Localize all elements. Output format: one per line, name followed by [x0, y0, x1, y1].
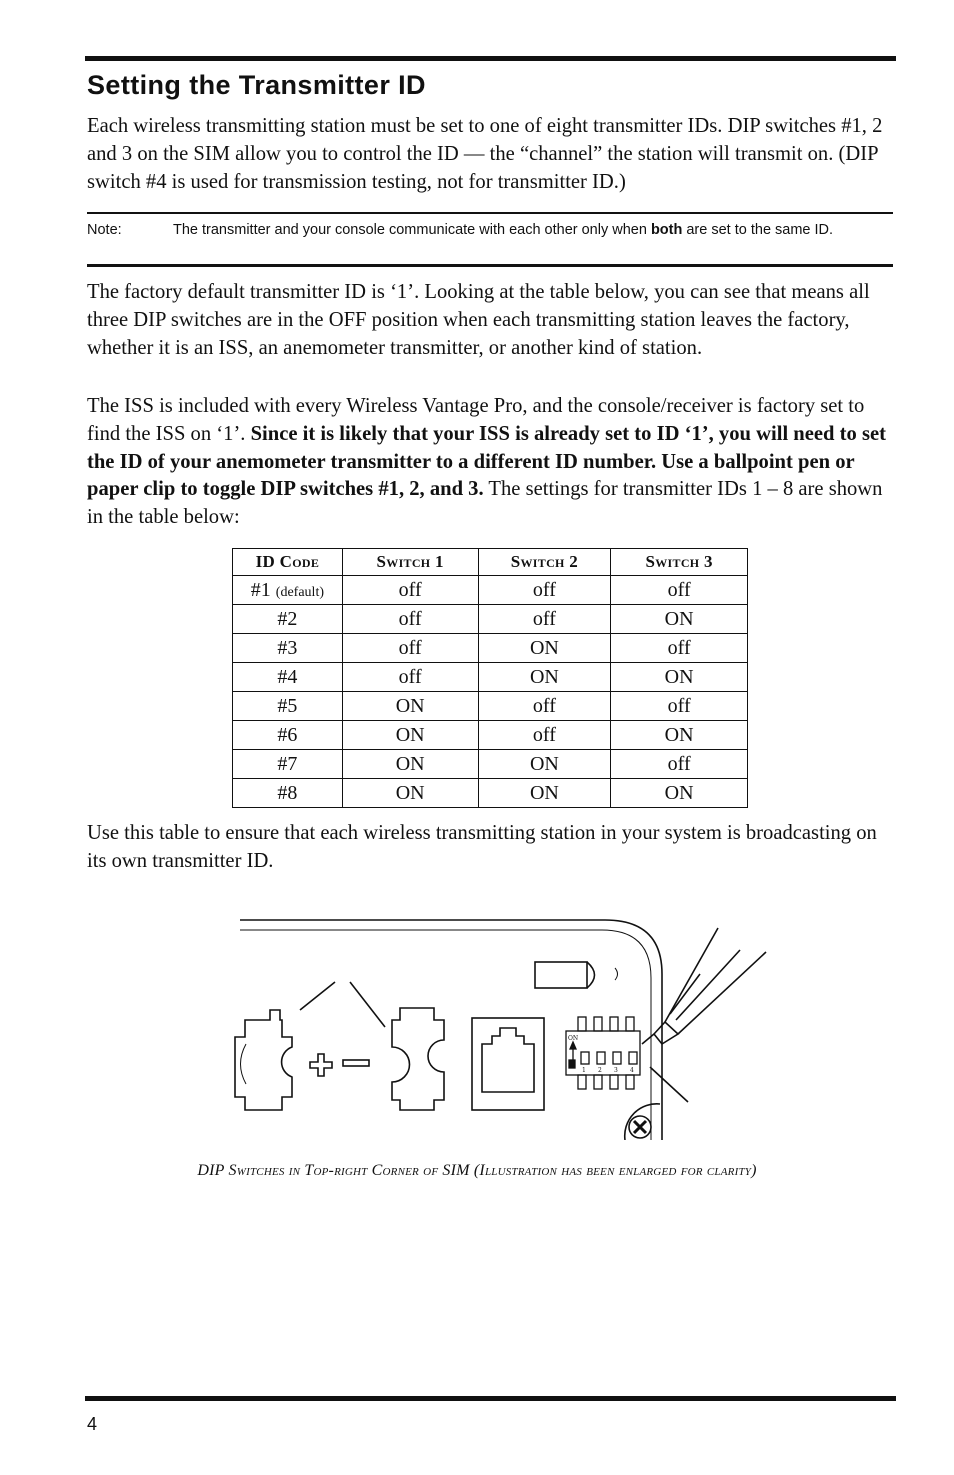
figure-caption: DIP Switches in Top-right Corner of SIM (Illustration has been enlarged for clarity) [197, 1162, 757, 1179]
bottom-rule [85, 1396, 896, 1401]
page-number: 4 [87, 1414, 98, 1434]
id-cell: #8 [233, 779, 343, 808]
switch-cell: off [342, 576, 478, 605]
rj-socket [482, 1028, 534, 1092]
id-cell: #1 (default) [233, 576, 343, 605]
id-cell: #7 [233, 750, 343, 779]
switch-cell: ON [478, 663, 611, 692]
note-label: Note: [87, 222, 122, 238]
switch-cell: ON [478, 750, 611, 779]
dip-number: 3 [614, 1067, 618, 1074]
table-row [233, 576, 748, 605]
page-title: Setting the Transmitter ID [87, 70, 426, 100]
clip-detail [241, 1044, 247, 1084]
screw-icon [629, 1116, 651, 1138]
default-note: (default) [275, 584, 324, 600]
leader-line [650, 1067, 688, 1102]
header-switch-1: Switch 1 [342, 549, 478, 576]
switch-cell: off [478, 692, 611, 721]
leader-line [350, 982, 385, 1027]
table-row [233, 663, 748, 692]
default-id-paragraph: The factory default transmitter ID is ‘1’. Looking at the table below, you can see that means all three DIP switches are in the OFF position when each transmitting station leaves the factory, whether it is an ISS, an anemometer transmitter, or another kind of station. [87, 281, 870, 359]
dip-on-label: ON [568, 1035, 579, 1042]
note-box [87, 212, 893, 267]
battery-clip-left [235, 1010, 292, 1110]
switch-cell: off [342, 605, 478, 634]
dip-number: 2 [598, 1067, 602, 1074]
switch-cell: off [478, 605, 611, 634]
note-bold: both [650, 222, 683, 238]
id-cell: #3 [233, 634, 343, 663]
id-cell: #6 [233, 721, 343, 750]
leader-line [300, 982, 335, 1010]
switch-cell: ON [342, 779, 478, 808]
plus-icon [310, 1054, 332, 1076]
sim-dip-switch-illustration [210, 912, 770, 1140]
board-mark [615, 968, 618, 980]
board-inner-outline [240, 930, 651, 1140]
switch-cell: off [611, 750, 748, 779]
header-switch-3: Switch 3 [611, 549, 748, 576]
id-cell: #5 [233, 692, 343, 721]
minus-icon [343, 1060, 369, 1066]
switch-cell: ON [478, 779, 611, 808]
switch-cell: off [611, 634, 748, 663]
dip-switch-icon [566, 1017, 640, 1089]
header-id-code: ID Code [233, 549, 343, 576]
switch-cell: off [478, 721, 611, 750]
board-outline [240, 920, 662, 1140]
switch-cell: ON [611, 605, 748, 634]
note-text: The transmitter and your console communicate with each other only when both are set to the same ID. [173, 222, 834, 238]
switch-cell: ON [342, 721, 478, 750]
transmitter-id-table [232, 548, 748, 808]
iss-paragraph: The ISS is included with every Wireless Vantage Pro, and the console/receiver is factory set to find the ISS on ‘1’. Since it is likely that your ISS is already set to ID ‘1’, you will need to set the ID of your anemometer transmitter to a different ID number. Use a ballpoint pen or paper clip to toggle DIP switches #1, 2, and 3. The settings for transmitter IDs 1 – 8 are shown in the table below: [87, 395, 886, 529]
intro-paragraph: Each wireless transmitting station must be set to one of eight transmitter IDs. DIP switches #1, 2 and 3 on the SIM allow you to control the ID — the “channel” the station will transmit on. (DIP switch #4 is used for transmission testing, not for transmitter ID.) [87, 115, 883, 193]
switch-cell: ON [342, 750, 478, 779]
switch-cell: ON [342, 692, 478, 721]
led-icon [535, 962, 595, 988]
table-header-row [233, 549, 748, 576]
top-rule [85, 56, 896, 61]
switch-cell: ON [611, 721, 748, 750]
table-row [233, 605, 748, 634]
table-row [233, 779, 748, 808]
switch-cell: off [478, 576, 611, 605]
usage-paragraph: Use this table to ensure that each wireless transmitting station in your system is broadcasting on its own transmitter ID. [87, 822, 877, 872]
battery-clip-right [392, 1008, 444, 1110]
switch-cell: off [611, 576, 748, 605]
switch-cell: off [342, 634, 478, 663]
table-row [233, 634, 748, 663]
switch-cell: ON [611, 663, 748, 692]
iss-bold-instruction: Since it is likely that your ISS is already set to ID ‘1’, you will need to set the ID of your anemometer transmitter to a different ID number. Use a ballpoint pen or paper clip to toggle DIP switches #1, 2, and 3. [87, 422, 886, 501]
dip-number: 4 [630, 1067, 634, 1074]
switch-cell: ON [478, 634, 611, 663]
table-row [233, 750, 748, 779]
switch-cell: off [342, 663, 478, 692]
table-row [233, 692, 748, 721]
id-cell: #2 [233, 605, 343, 634]
dip-number: 1 [582, 1067, 586, 1074]
table-row [233, 721, 748, 750]
header-switch-2: Switch 2 [478, 549, 611, 576]
id-cell: #4 [233, 663, 343, 692]
switch-cell: off [611, 692, 748, 721]
pen-icon [642, 928, 766, 1044]
switch-cell: ON [611, 779, 748, 808]
